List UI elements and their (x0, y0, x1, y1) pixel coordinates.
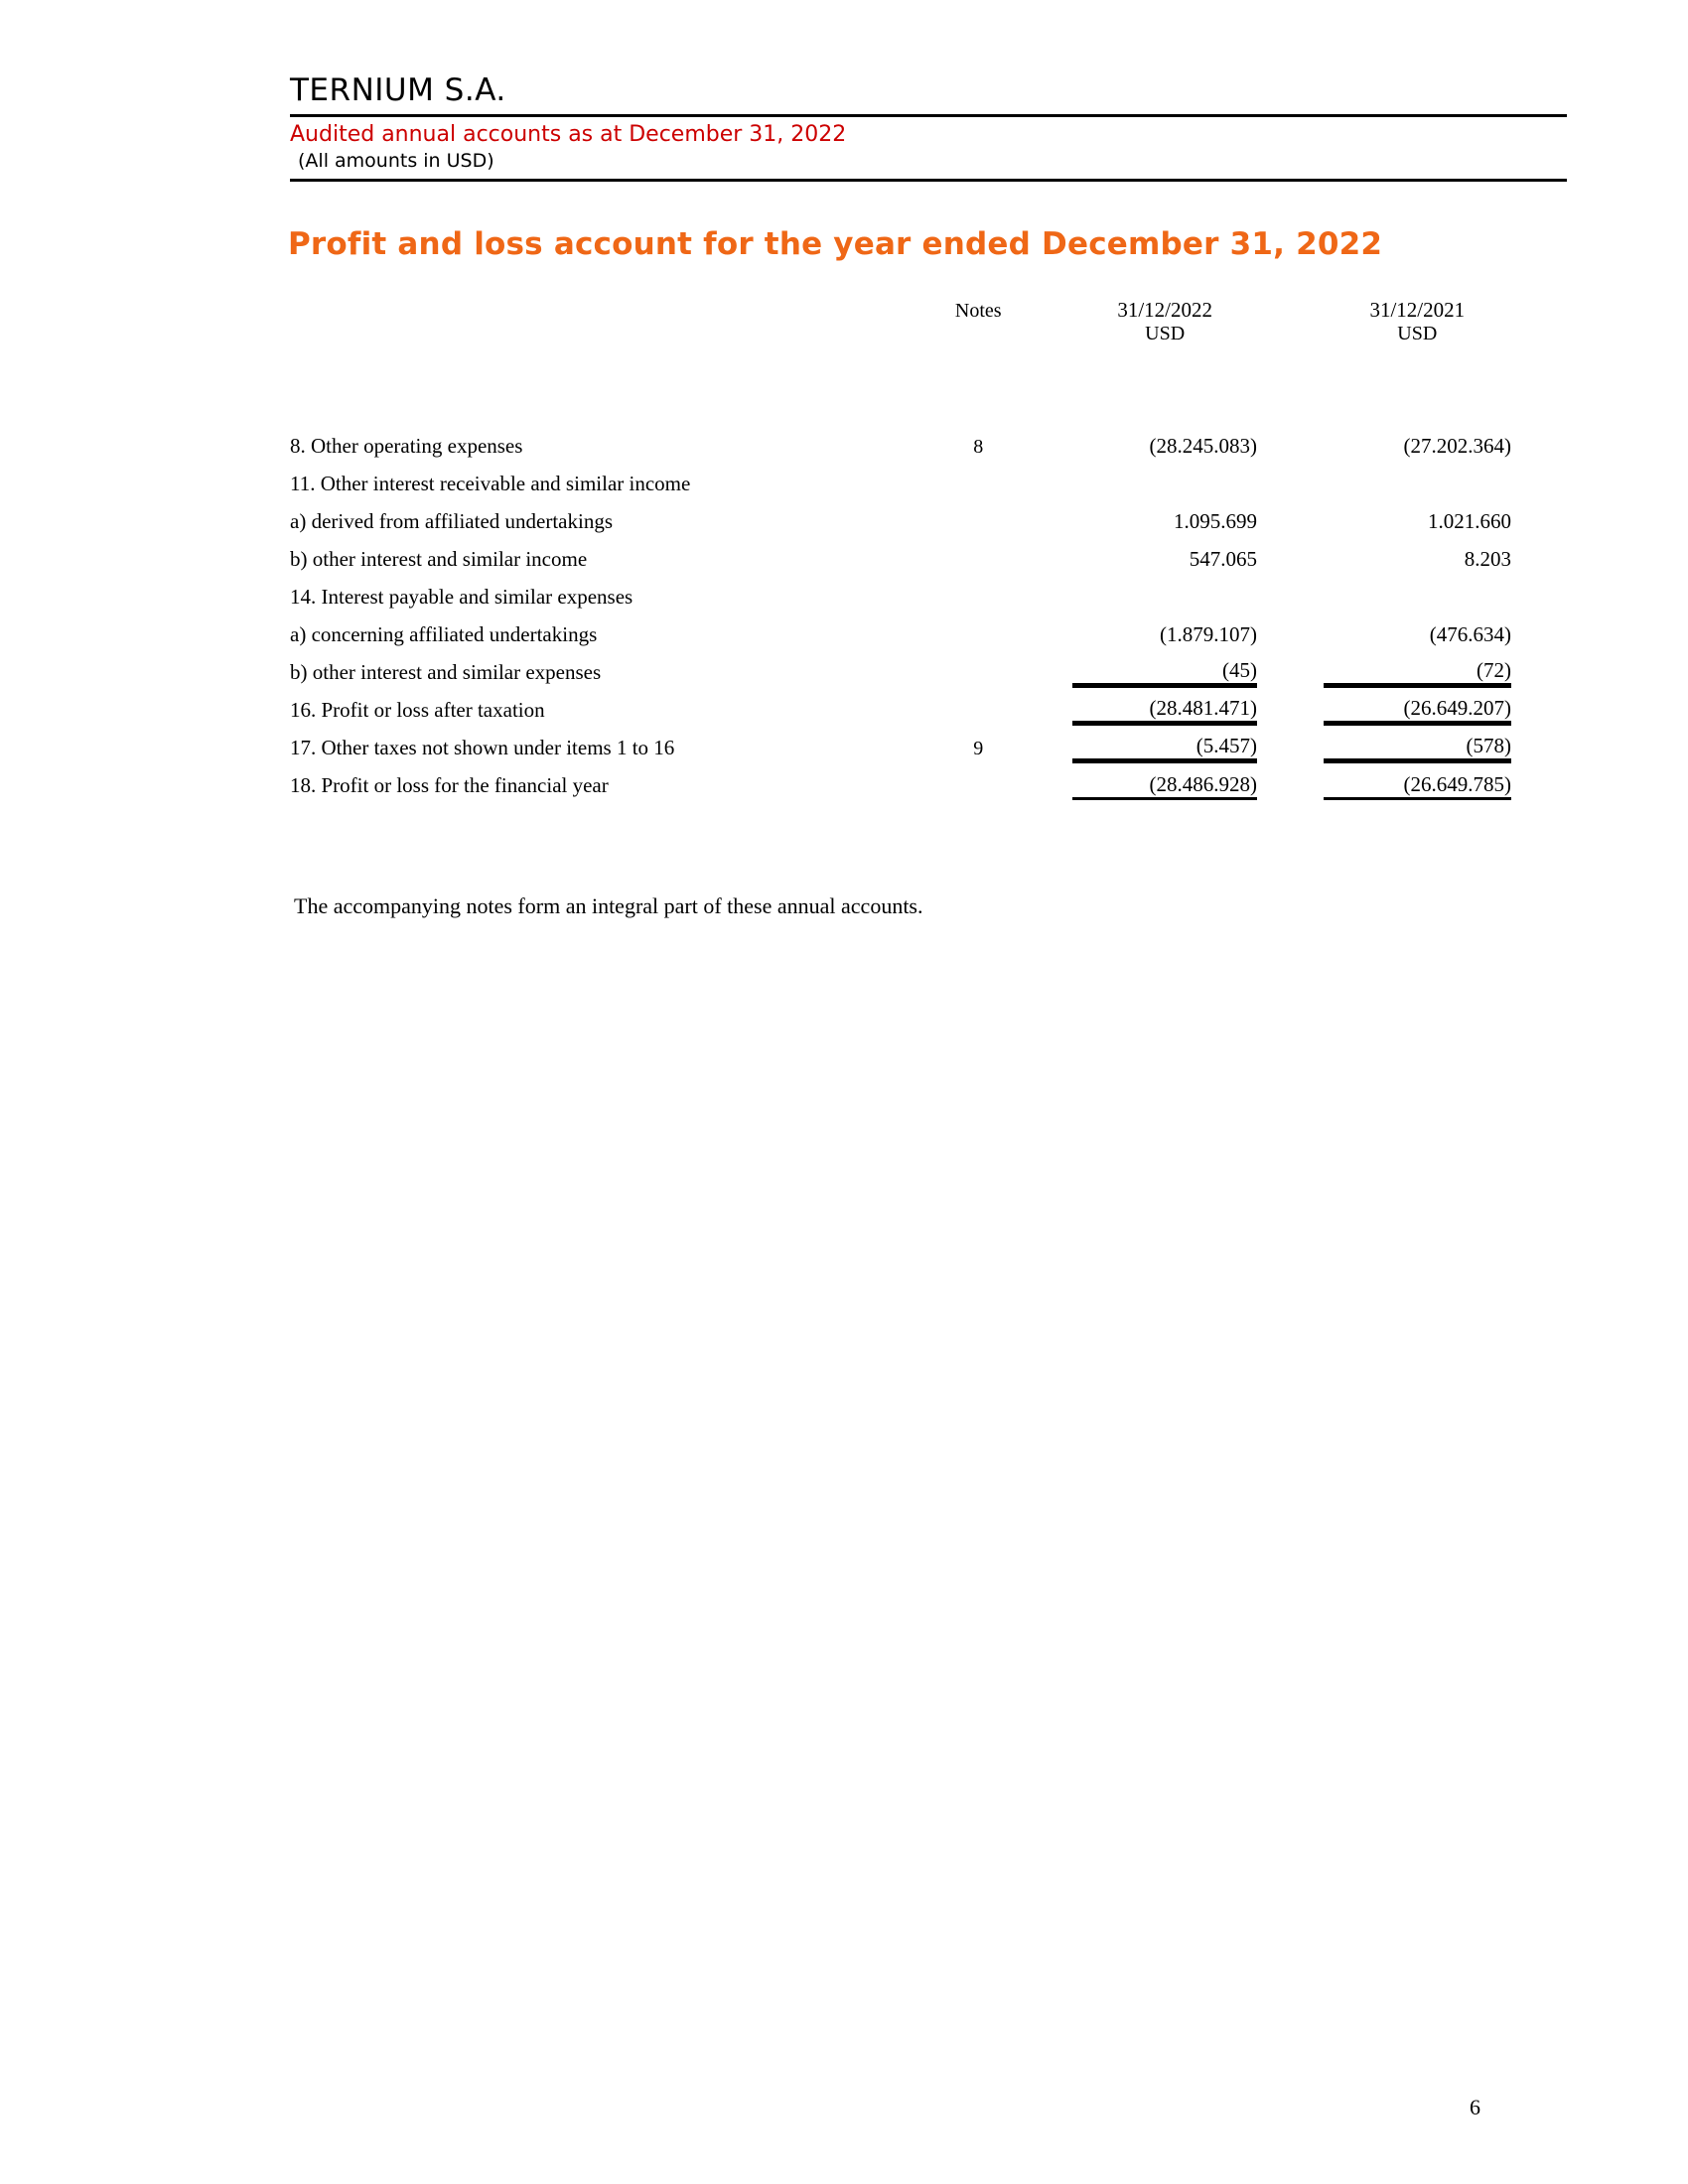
row-amount-2021: 1.021.660 (1428, 509, 1511, 533)
row-gap-1 (1031, 421, 1073, 459)
row-amount-2021: (26.649.785) (1324, 760, 1511, 798)
row-gap-1 (1031, 534, 1073, 572)
spacer-cell-1 (290, 345, 926, 421)
row-amount-2021: (578) (1324, 723, 1511, 760)
row-amount-2022: (1.879.107) (1160, 622, 1258, 646)
accompanying-notes-statement: The accompanying notes form an integral part of these annual accounts. (294, 893, 923, 918)
row-amount-2022: 1.095.699 (1174, 509, 1258, 533)
row-note: 8 (973, 436, 984, 458)
row-gap-2 (1257, 534, 1324, 572)
row-gap-2 (1257, 459, 1324, 496)
row-gap-2 (1257, 760, 1324, 798)
spacer-cell-2 (926, 345, 1031, 421)
row-note (926, 496, 1031, 534)
row-label: a) derived from affiliated undertakings (290, 509, 613, 533)
document-header (290, 71, 1567, 182)
row-gap-1 (1031, 572, 1073, 610)
row-label: b) other interest and similar expenses (290, 660, 602, 684)
row-note (926, 572, 1031, 610)
row-note (926, 760, 1031, 798)
header-rule-bottom (290, 179, 1567, 182)
table-row-total (290, 760, 1511, 798)
row-amount-2022: 547.065 (1189, 547, 1258, 571)
row-amount-2021 (1324, 459, 1511, 496)
row-gap-1 (1031, 723, 1073, 760)
spacer-cell-3 (1031, 345, 1073, 421)
column-header-currency-2021: USD (1397, 323, 1438, 344)
column-header-date-2022: 31/12/2022 (1117, 298, 1212, 322)
row-label: 16. Profit or loss after taxation (290, 698, 545, 722)
row-note (926, 685, 1031, 723)
table-row-subtotal (290, 685, 1511, 723)
row-amount-2021: (72) (1477, 657, 1511, 682)
spacer-cell-6 (1324, 345, 1511, 421)
table-row (290, 421, 1511, 459)
row-amount-2022: (28.245.083) (1149, 434, 1258, 458)
table-row (290, 647, 1511, 685)
row-label: 18. Profit or loss for the financial year (290, 773, 609, 797)
row-note: 9 (973, 738, 984, 759)
audited-accounts-subtitle: Audited annual accounts as at December 31, 2022 (290, 121, 847, 147)
company-name: TERNIUM S.A. (290, 72, 506, 108)
amounts-currency-note: (All amounts in USD) (298, 150, 494, 173)
table-header-row-dates (290, 298, 1511, 323)
page-number: 6 (1470, 2095, 1480, 2119)
row-gap-2 (1257, 496, 1324, 534)
row-amount-2021 (1324, 572, 1511, 610)
row-gap-1 (1031, 647, 1073, 685)
profit-and-loss-table (290, 298, 1511, 800)
row-amount-2022 (1072, 572, 1257, 610)
row-note (926, 534, 1031, 572)
spacer-cell-5 (1257, 345, 1324, 421)
header-blank-label-2 (290, 323, 926, 345)
row-gap-2 (1257, 572, 1324, 610)
header-gap-4 (1257, 323, 1324, 345)
row-gap-1 (1031, 459, 1073, 496)
row-label: 11. Other interest receivable and similar income (290, 472, 691, 495)
row-gap-1 (1031, 496, 1073, 534)
table-header-row-currency (290, 323, 1511, 345)
row-gap-2 (1257, 723, 1324, 760)
row-gap-1 (1031, 760, 1073, 798)
row-gap-1 (1031, 610, 1073, 647)
row-gap-2 (1257, 610, 1324, 647)
table-header-spacer (290, 345, 1511, 421)
table-row (290, 610, 1511, 647)
row-note (926, 610, 1031, 647)
row-note (926, 459, 1031, 496)
row-gap-2 (1257, 647, 1324, 685)
row-note (926, 647, 1031, 685)
row-amount-2022: (28.486.928) (1072, 760, 1257, 798)
header-gap-2 (1257, 298, 1324, 323)
row-amount-2022 (1072, 459, 1257, 496)
row-amount-2021: (476.634) (1429, 622, 1511, 646)
table-header (290, 298, 1511, 421)
spacer-cell-4 (1072, 345, 1257, 421)
header-blank-notes (926, 323, 1031, 345)
row-amount-2021: (26.649.207) (1324, 685, 1511, 723)
column-header-date-2021: 31/12/2021 (1369, 298, 1466, 322)
column-header-notes: Notes (954, 300, 1002, 322)
table-row (290, 459, 1511, 496)
row-gap-1 (1031, 685, 1073, 723)
page-title: Profit and loss account for the year ended December 31, 2022 (288, 226, 1383, 262)
table-body (290, 421, 1511, 798)
header-gap-3 (1031, 323, 1073, 345)
row-amount-2021: (27.202.364) (1403, 434, 1511, 458)
row-gap-2 (1257, 685, 1324, 723)
row-amount-2022: (5.457) (1072, 723, 1257, 760)
row-amount-2021: 8.203 (1464, 547, 1511, 571)
row-amount-2022: (28.481.471) (1072, 685, 1257, 723)
header-blank-label (290, 298, 926, 323)
row-label: 14. Interest payable and similar expenses (290, 585, 633, 609)
table-row (290, 723, 1511, 760)
row-label: 17. Other taxes not shown under items 1 to 16 (290, 736, 675, 759)
table-row (290, 572, 1511, 610)
row-label: a) concerning affiliated undertakings (290, 622, 598, 646)
row-gap-2 (1257, 421, 1324, 459)
table-row (290, 496, 1511, 534)
row-amount-2022: (45) (1222, 657, 1258, 682)
column-header-currency-2022: USD (1145, 323, 1186, 344)
table-row (290, 534, 1511, 572)
row-label: 8. Other operating expenses (290, 434, 523, 458)
header-gap-1 (1031, 298, 1073, 323)
row-label: b) other interest and similar income (290, 547, 588, 571)
